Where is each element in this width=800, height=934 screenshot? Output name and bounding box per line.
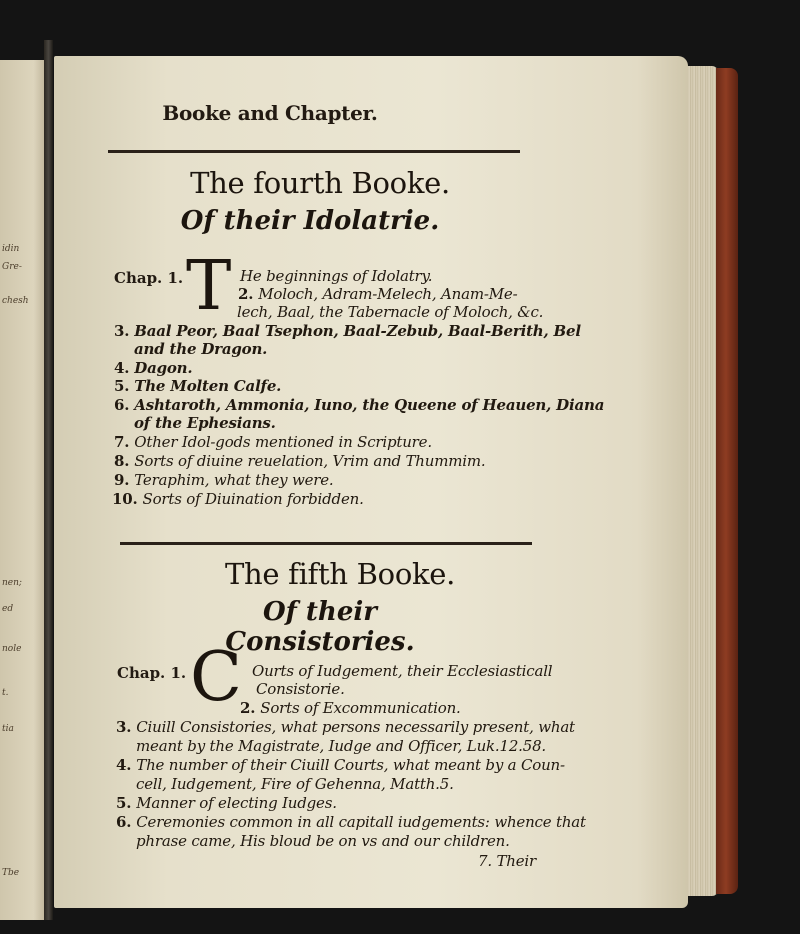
book5-entry: Ourts of Iudgement, their Ecclesiasticall (252, 662, 553, 680)
book4-entry: 4. Dagon. (114, 359, 193, 377)
book5-title: The fifth Booke. (224, 557, 456, 591)
book5-entry: meant by the Magistrate, Iudge and Officer, Luk.12.58. (136, 737, 546, 755)
book4-entry: of the Ephesians. (134, 414, 276, 432)
book5-entry: Consistorie. (256, 680, 345, 698)
book4-subtitle: Of their Idolatrie. (180, 206, 440, 236)
book-cover-edge (716, 68, 738, 894)
book4-chapter-label: Chap. 1. (114, 269, 184, 287)
book5-entry: 5. Manner of electing Iudges. (116, 794, 337, 812)
book5-entry: 4. The number of their Ciuill Courts, what meant by a Coun- (116, 756, 565, 774)
left-page (0, 60, 48, 920)
book5-entry: cell, Iudgement, Fire of Gehenna, Matth.5. (136, 775, 454, 793)
book4-entry: 8. Sorts of diuine reuelation, Vrim and Thummim. (114, 452, 486, 470)
divider-rule (120, 542, 532, 545)
left-page-fragment: ed (2, 604, 14, 614)
left-page-fragment: nen; (2, 578, 22, 588)
left-page-fragment: tia (2, 724, 14, 734)
book5-subtitle: Of their Consistories. (225, 597, 415, 657)
book4-drop-cap: T (186, 247, 232, 326)
book5-drop-cap: C (190, 638, 243, 717)
book4-entry: 5. The Molten Calfe. (114, 377, 282, 395)
left-page-fragment: Tbe (2, 868, 20, 878)
left-page-fragment: t. (2, 688, 9, 698)
left-page-fragment: idin (2, 244, 20, 254)
book4-entry: 3. Baal Peor, Baal Tsephon, Baal-Zebub, Baal-Berith, Bel (114, 322, 581, 340)
book4-entry: lech, Baal, the Tabernacle of Moloch, &c. (237, 303, 544, 321)
book-gutter (44, 40, 53, 920)
left-page-fragment: Gre- (2, 262, 22, 272)
page-edges (686, 66, 718, 896)
book5-entry: 6. Ceremonies common in all capitall iudgements: whence that (116, 813, 586, 831)
left-page-fragment: chesh (2, 296, 29, 306)
running-head: Booke and Chapter. (162, 101, 378, 125)
book4-entry: 6. Ashtaroth, Ammonia, Iuno, the Queene of Heauen, Diana (114, 396, 605, 414)
book4-entry: 7. Other Idol-gods mentioned in Scripture. (114, 433, 432, 451)
book5-entry: phrase came, His bloud be on vs and our children. (136, 832, 510, 850)
catchword: 7. Their (478, 852, 536, 870)
book4-entry: and the Dragon. (134, 340, 268, 358)
book4-entry: 10. Sorts of Diuination forbidden. (112, 490, 364, 508)
left-page-fragment: nole (2, 644, 22, 654)
book4-entry: 2. Moloch, Adram-Melech, Anam-Me- (238, 285, 518, 303)
book5-entry: 2. Sorts of Excommunication. (240, 699, 461, 717)
book4-entry: He beginnings of Idolatry. (240, 267, 433, 285)
divider-rule (108, 150, 520, 153)
book4-title: The fourth Booke. (190, 166, 450, 200)
book4-entry: 9. Teraphim, what they were. (114, 471, 334, 489)
book5-entry: 3. Ciuill Consistories, what persons necessarily present, what (116, 718, 575, 736)
book5-chapter-label: Chap. 1. (117, 664, 187, 682)
